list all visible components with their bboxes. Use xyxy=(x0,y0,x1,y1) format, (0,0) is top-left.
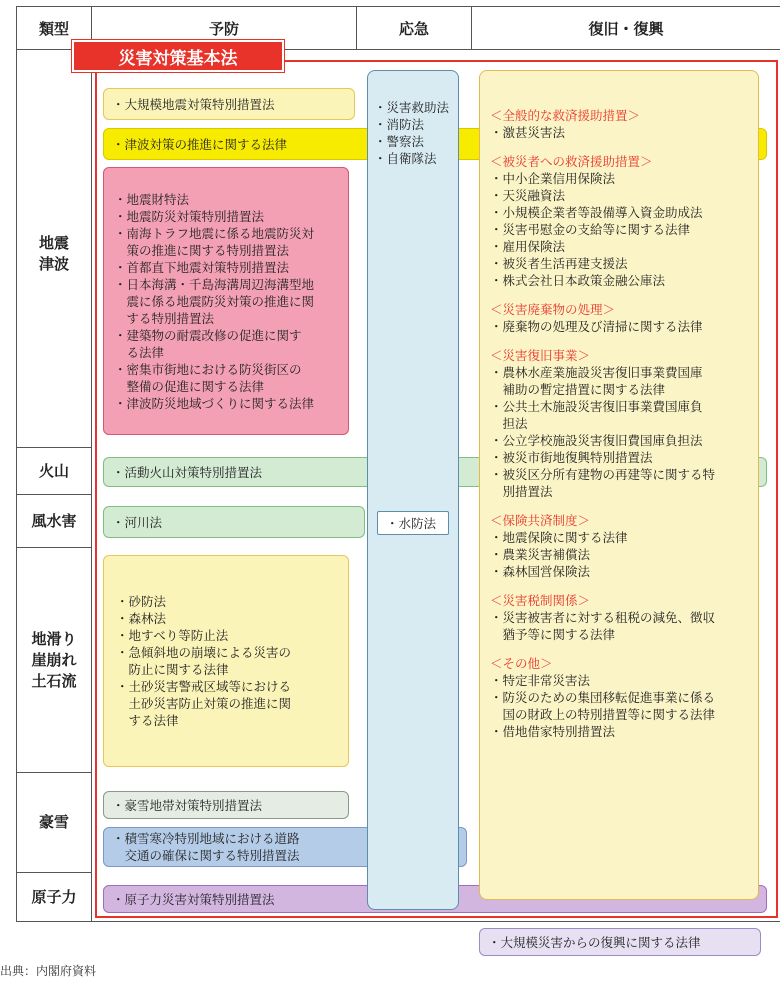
category-snow: 豪雪 xyxy=(38,813,69,831)
law-item: する法律 xyxy=(116,713,179,728)
law-item: ・首都直下地震対策特別措置法 xyxy=(114,259,290,275)
law-text: ・津波対策の推進に関する法律 xyxy=(112,136,288,152)
law-large-earthquake xyxy=(103,88,355,120)
law-text: ・大規模地震対策特別措置法 xyxy=(112,96,275,112)
law-text: ・活動火山対策特別措置法 xyxy=(112,464,263,480)
category-volcano: 火山 xyxy=(38,461,69,480)
law-item: 整備の促進に関する法律 xyxy=(114,378,265,394)
law-item: ・積雪寒冷特別地域における道路 xyxy=(112,831,300,846)
law-item: ・地震財特法 xyxy=(114,191,190,207)
category-flood: 風水害 xyxy=(31,511,77,530)
landslide-law-list xyxy=(103,555,349,767)
law-item: ・災害被害者に対する租税の減免、徴収 xyxy=(490,610,716,625)
law-text: ・原子力災害対策特別措置法 xyxy=(112,891,275,907)
law-item: 補助の暫定措置に関する法律 xyxy=(490,382,666,397)
law-item: ・密集市街地における防災街区の xyxy=(114,361,302,377)
category-landslide: 地滑り 崖崩れ 土石流 xyxy=(31,629,77,690)
law-item: ・自衛隊法 xyxy=(374,151,437,166)
law-item: 別措置法 xyxy=(490,484,553,499)
law-item: 土砂災害防止対策の推進に関 xyxy=(116,696,292,711)
recovery-section xyxy=(490,347,748,500)
law-item: ・農業災害補償法 xyxy=(490,547,591,562)
law-river xyxy=(103,506,365,538)
law-text: ・豪雪地帯対策特別措置法 xyxy=(112,797,263,813)
law-item: ・地震防災対策特別措置法 xyxy=(114,208,265,224)
recovery-section xyxy=(490,512,748,580)
law-snow-area xyxy=(103,791,349,819)
law-item: ・災害弔慰金の支給等に関する法律 xyxy=(490,222,691,237)
law-item: る法律 xyxy=(114,344,165,360)
section-heading: ＜全般的な救済援助措置＞ xyxy=(490,108,641,123)
law-item: ・砂防法 xyxy=(116,594,167,609)
law-item: ・雇用保険法 xyxy=(490,239,566,254)
earthquake-law-list xyxy=(103,167,349,435)
recovery-section xyxy=(490,655,748,740)
law-item: ・防災のための集団移転促進事業に係る xyxy=(490,690,716,705)
law-item: ・廃棄物の処理及び清掃に関する法律 xyxy=(490,319,703,334)
law-item: ・農林水産業施設災害復旧事業費国庫 xyxy=(490,365,703,380)
law-item: ・激甚災害法 xyxy=(490,125,566,140)
source-note: 出典：内閣府資料 xyxy=(0,964,97,978)
header-type: 類型 xyxy=(38,19,69,38)
law-item: ・急傾斜地の崩壊による災害の xyxy=(116,645,292,660)
law-item: ・警察法 xyxy=(374,134,425,149)
law-item: ・借地借家特別措置法 xyxy=(490,724,616,739)
law-item: ・特定非常災害法 xyxy=(490,673,591,688)
law-item: 国の財政上の特別措置等に関する法律 xyxy=(490,707,716,722)
law-text: ・河川法 xyxy=(112,514,163,530)
law-item: ・天災融資法 xyxy=(490,188,566,203)
category-earthquake: 地震 津波 xyxy=(38,233,69,273)
law-item: ・地すべり等防止法 xyxy=(116,628,229,643)
section-heading: ＜保険共済制度＞ xyxy=(490,513,591,528)
law-item: ・南海トラフ地震に係る地震防災対 xyxy=(114,225,315,241)
law-item: ・建築物の耐震改修の促進に関す xyxy=(114,327,302,343)
header-recovery: 復旧・復興 xyxy=(588,19,664,38)
law-text: ・水防法 xyxy=(386,515,437,531)
recovery-law-list xyxy=(479,70,759,900)
basic-law-label: 災害対策基本法 xyxy=(72,40,284,72)
law-item: ・地震保険に関する法律 xyxy=(490,530,628,545)
law-item: 担法 xyxy=(490,416,528,431)
law-item: ・災害救助法 xyxy=(374,100,450,115)
law-item: 交通の確保に関する特別措置法 xyxy=(112,848,300,863)
divider xyxy=(16,921,780,922)
law-item: ・津波防災地域づくりに関する法律 xyxy=(114,395,315,411)
recovery-section xyxy=(490,107,748,141)
law-item: する特別措置法 xyxy=(114,310,215,326)
header-prevention: 予防 xyxy=(208,19,239,38)
emergency-law-list xyxy=(367,70,459,910)
law-reconstruction xyxy=(479,928,761,956)
law-item: ・森林法 xyxy=(116,611,167,626)
law-item: ・小規模企業者等設備導入資金助成法 xyxy=(490,205,703,220)
category-nuclear: 原子力 xyxy=(31,887,77,906)
section-heading: ＜その他＞ xyxy=(490,656,553,671)
law-item: 策の推進に関する特別措置法 xyxy=(114,242,290,258)
recovery-section xyxy=(490,301,748,335)
section-heading: ＜災害税制関係＞ xyxy=(490,593,591,608)
law-item: ・日本海溝・千島海溝周辺海溝型地 xyxy=(114,276,315,292)
law-item: ・公立学校施設災害復旧費国庫負担法 xyxy=(490,433,703,448)
law-item: 防止に関する法律 xyxy=(116,662,229,677)
recovery-section xyxy=(490,592,748,643)
section-heading: ＜被災者への救済援助措置＞ xyxy=(490,154,653,169)
law-item: ・株式会社日本政策金融公庫法 xyxy=(490,273,666,288)
header-emergency: 応急 xyxy=(398,19,429,38)
section-heading: ＜災害復旧事業＞ xyxy=(490,348,591,363)
law-item: ・土砂災害警戒区域等における xyxy=(116,679,292,694)
law-item: ・被災区分所有建物の再建等に関する特 xyxy=(490,467,716,482)
law-text: ・大規模災害からの復興に関する法律 xyxy=(488,934,701,950)
law-item: ・森林国営保険法 xyxy=(490,564,591,579)
recovery-section xyxy=(490,153,748,289)
law-item: ・被災市街地復興特別措置法 xyxy=(490,450,653,465)
law-item: ・消防法 xyxy=(374,117,425,132)
law-item: 猶予等に関する法律 xyxy=(490,627,616,642)
law-item: 震に係る地震防災対策の推進に関 xyxy=(114,293,315,309)
section-heading: ＜災害廃棄物の処理＞ xyxy=(490,302,616,317)
law-item: ・被災者生活再建支援法 xyxy=(490,256,628,271)
law-flood-defense xyxy=(377,511,449,535)
law-item: ・公共土木施設災害復旧事業費国庫負 xyxy=(490,399,703,414)
law-item: ・中小企業信用保険法 xyxy=(490,171,616,186)
